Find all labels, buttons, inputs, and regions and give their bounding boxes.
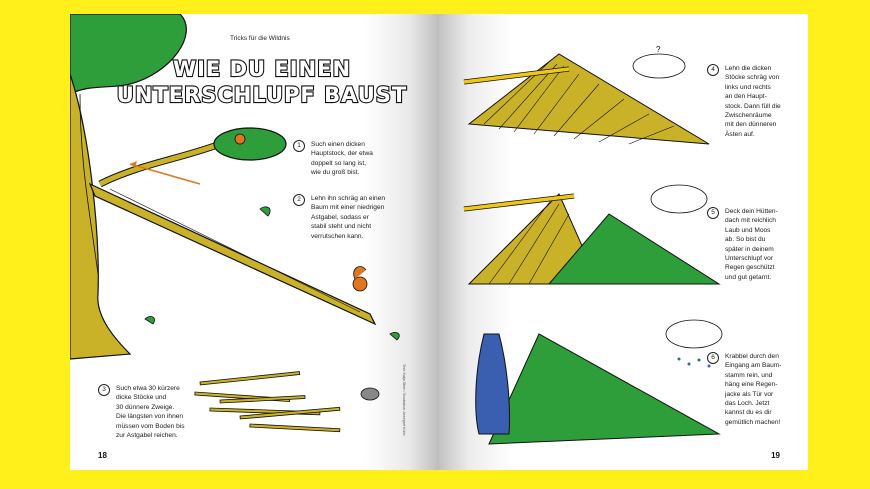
illustration-credit: Text: Katja Stern / Illustration: Annegret Kühn [402, 364, 406, 436]
step-3 [98, 384, 185, 440]
page-number-right: 19 [771, 451, 780, 460]
step-6 [707, 352, 781, 427]
step-3-number: 3 [98, 384, 110, 396]
step-5-number: 5 [707, 207, 719, 219]
finished-shelter [476, 320, 722, 444]
svg-text:?: ? [656, 45, 661, 54]
title-line-2: UNTERSCHLUPF BAUST [116, 83, 408, 107]
step-2-number: 2 [293, 194, 305, 206]
step-5 [707, 207, 778, 282]
step-6-text: Krabbel durch den Eingang am Baum- stamm rein, und häng eine Regen- jacke als Tür vor das Loch. Jetzt kannst du es dir gemütlich machen! [725, 353, 782, 426]
book-spread [70, 14, 808, 470]
step-5-text: Deck dein Hütten- dach mit reichlich Laub und Moos ab. So bist du später in deinem Unterschlupf vor Regen geschützt und gut getarnt. [725, 208, 778, 281]
step-2-text: Lehn ihn schräg an einen Baum mit einer niedrigen Astgabel, sodass er stabil steht und nicht verrutschen kann. [311, 195, 386, 240]
step-4 [707, 64, 781, 139]
page-number-left: 18 [98, 451, 107, 460]
right-page [439, 14, 808, 470]
shelter-frame [464, 45, 709, 144]
step-3-text: Such etwa 30 kürzere dicke Stöcke und 30 dünnere Zweige. Die längsten von ihnen müssen vom Boden bis zur Astgabel reichen. [116, 385, 185, 440]
step-1 [293, 140, 373, 178]
left-page [70, 14, 439, 470]
step-4-text: Lehn die dicken Stöcke schräg von links und rechts an den Haupt- stock. Dann füll die Zwischenräume mit den dünneren Ästen auf. [725, 65, 781, 138]
step-1-number: 1 [293, 140, 305, 152]
shelter-with-leaves [464, 185, 719, 284]
page-header: Tricks für die Wildnis [230, 35, 290, 42]
step-1-text: Such einen dicken Hauptstock, der etwa doppelt so lang ist, wie du groß bist. [311, 141, 373, 177]
step-6-number: 6 [707, 352, 719, 364]
step-4-number: 4 [707, 64, 719, 76]
title-line-1: WIE DU EINEN [172, 57, 352, 81]
step-2 [293, 194, 385, 241]
